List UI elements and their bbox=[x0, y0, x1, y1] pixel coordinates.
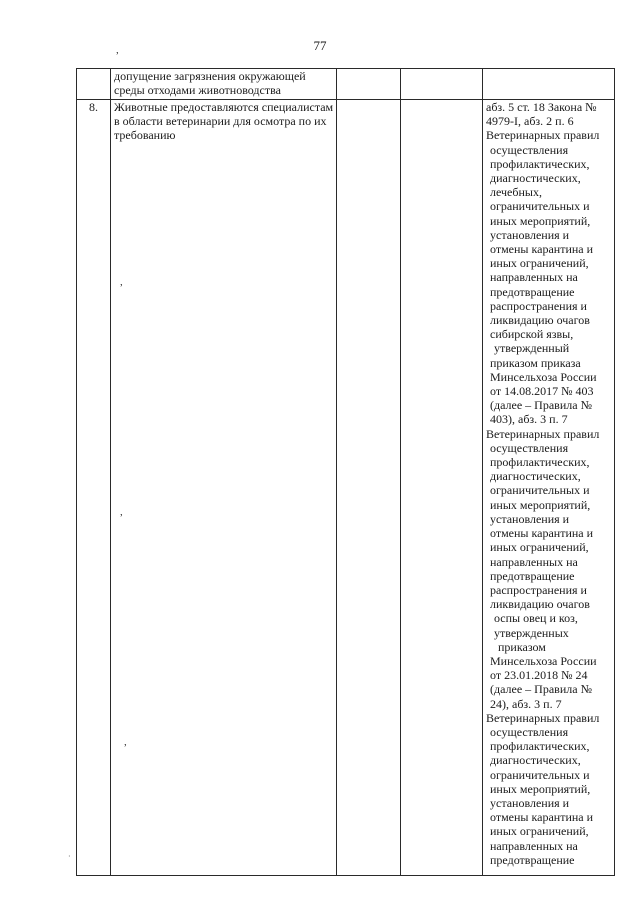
reference-line: утвержденных bbox=[494, 625, 569, 640]
requirements-table bbox=[76, 68, 615, 876]
reference-line: Ветеринарных правил bbox=[486, 426, 600, 441]
reference-line: Ветеринарных правил bbox=[486, 710, 600, 725]
reference-line: профилактических, bbox=[490, 156, 590, 171]
reference-line: иных ограничений, bbox=[490, 256, 589, 271]
reference-line: оспы овец и коз, bbox=[494, 611, 578, 626]
reference-line: Минсельхоза России bbox=[490, 369, 597, 384]
reference-line: приказом приказа bbox=[490, 355, 581, 370]
reference-line: иных мероприятий, bbox=[490, 781, 591, 796]
description-line: среды отходами животноводства bbox=[114, 83, 281, 98]
reference-line: ограничительных и bbox=[490, 483, 590, 498]
reference-line: 4979-I, абз. 2 п. 6 bbox=[486, 114, 574, 129]
empty-cell bbox=[401, 100, 483, 876]
reference-line: сибирской язвы, bbox=[490, 327, 574, 342]
table-row bbox=[77, 100, 615, 876]
reference-line: от 23.01.2018 № 24 bbox=[490, 668, 588, 683]
reference-line: предотвращение bbox=[490, 852, 575, 867]
reference-line: ограничительных и bbox=[490, 199, 590, 214]
description-line: в области ветеринарии для осмотра по их bbox=[114, 114, 327, 129]
reference-line: распространения и bbox=[490, 582, 587, 597]
reference-line: иных мероприятий, bbox=[490, 497, 591, 512]
reference-line: отмены карантина и bbox=[490, 526, 594, 541]
reference-line: ликвидацию очагов bbox=[490, 597, 590, 612]
reference-line: иных мероприятий, bbox=[490, 213, 591, 228]
reference-line: диагностических, bbox=[490, 753, 581, 768]
reference-line: профилактических, bbox=[490, 455, 590, 470]
reference-line: лечебных, bbox=[490, 185, 542, 200]
reference-line: ликвидацию очагов bbox=[490, 313, 590, 328]
scan-speck: , bbox=[120, 276, 123, 288]
reference-line: иных ограничений, bbox=[490, 540, 589, 555]
row-number-cell bbox=[77, 69, 111, 100]
reference-line: 24), абз. 3 п. 7 bbox=[490, 696, 562, 711]
reference-line: абз. 5 ст. 18 Закона № bbox=[486, 100, 597, 114]
requirement-description-cell bbox=[111, 100, 337, 876]
reference-line: утвержденный bbox=[494, 341, 570, 356]
description-line: требованию bbox=[114, 128, 176, 143]
scan-speck: , bbox=[124, 736, 127, 748]
reference-line: установления и bbox=[490, 795, 570, 810]
reference-line: ограничительных и bbox=[490, 767, 590, 782]
reference-cell bbox=[483, 100, 615, 876]
reference-line: профилактических, bbox=[490, 739, 590, 754]
reference-line: от 14.08.2017 № 403 bbox=[490, 384, 594, 399]
reference-line: осуществления bbox=[490, 142, 569, 157]
page-number: 77 bbox=[313, 38, 327, 53]
reference-line: Ветеринарных правил bbox=[486, 128, 600, 143]
row-number-cell: 8. bbox=[77, 100, 111, 876]
scan-speck: · bbox=[68, 852, 71, 861]
reference-line: диагностических, bbox=[490, 171, 581, 186]
scan-speck: , bbox=[116, 44, 119, 56]
scan-speck: , bbox=[120, 506, 123, 518]
reference-line: установления и bbox=[490, 511, 570, 526]
reference-line: отмены карантина и bbox=[490, 242, 594, 257]
reference-line: установления и bbox=[490, 227, 570, 242]
reference-line: предотвращение bbox=[490, 284, 575, 299]
description-line: Животные предоставляются специалистам bbox=[114, 100, 334, 114]
reference-cell bbox=[483, 69, 615, 100]
table-row bbox=[77, 69, 615, 100]
empty-cell bbox=[337, 69, 401, 100]
empty-cell bbox=[337, 100, 401, 876]
reference-line: (далее – Правила № bbox=[490, 682, 593, 697]
reference-line: осуществления bbox=[490, 724, 569, 739]
reference-line: приказом bbox=[498, 639, 546, 654]
reference-line: отмены карантина и bbox=[490, 810, 594, 825]
requirement-description-cell bbox=[111, 69, 337, 100]
reference-line: диагностических, bbox=[490, 469, 581, 484]
reference-line: направленных на bbox=[490, 554, 578, 569]
reference-line: распространения и bbox=[490, 298, 587, 313]
description-line: допущение загрязнения окружающей bbox=[114, 69, 306, 83]
reference-line: иных ограничений, bbox=[490, 824, 589, 839]
reference-line: осуществления bbox=[490, 440, 569, 455]
reference-line: (далее – Правила № bbox=[490, 398, 593, 413]
reference-line: предотвращение bbox=[490, 568, 575, 583]
reference-line: направленных на bbox=[490, 838, 578, 853]
reference-line: Минсельхоза России bbox=[490, 653, 597, 668]
reference-line: 403), абз. 3 п. 7 bbox=[490, 412, 568, 427]
reference-line: направленных на bbox=[490, 270, 578, 285]
empty-cell bbox=[401, 69, 483, 100]
